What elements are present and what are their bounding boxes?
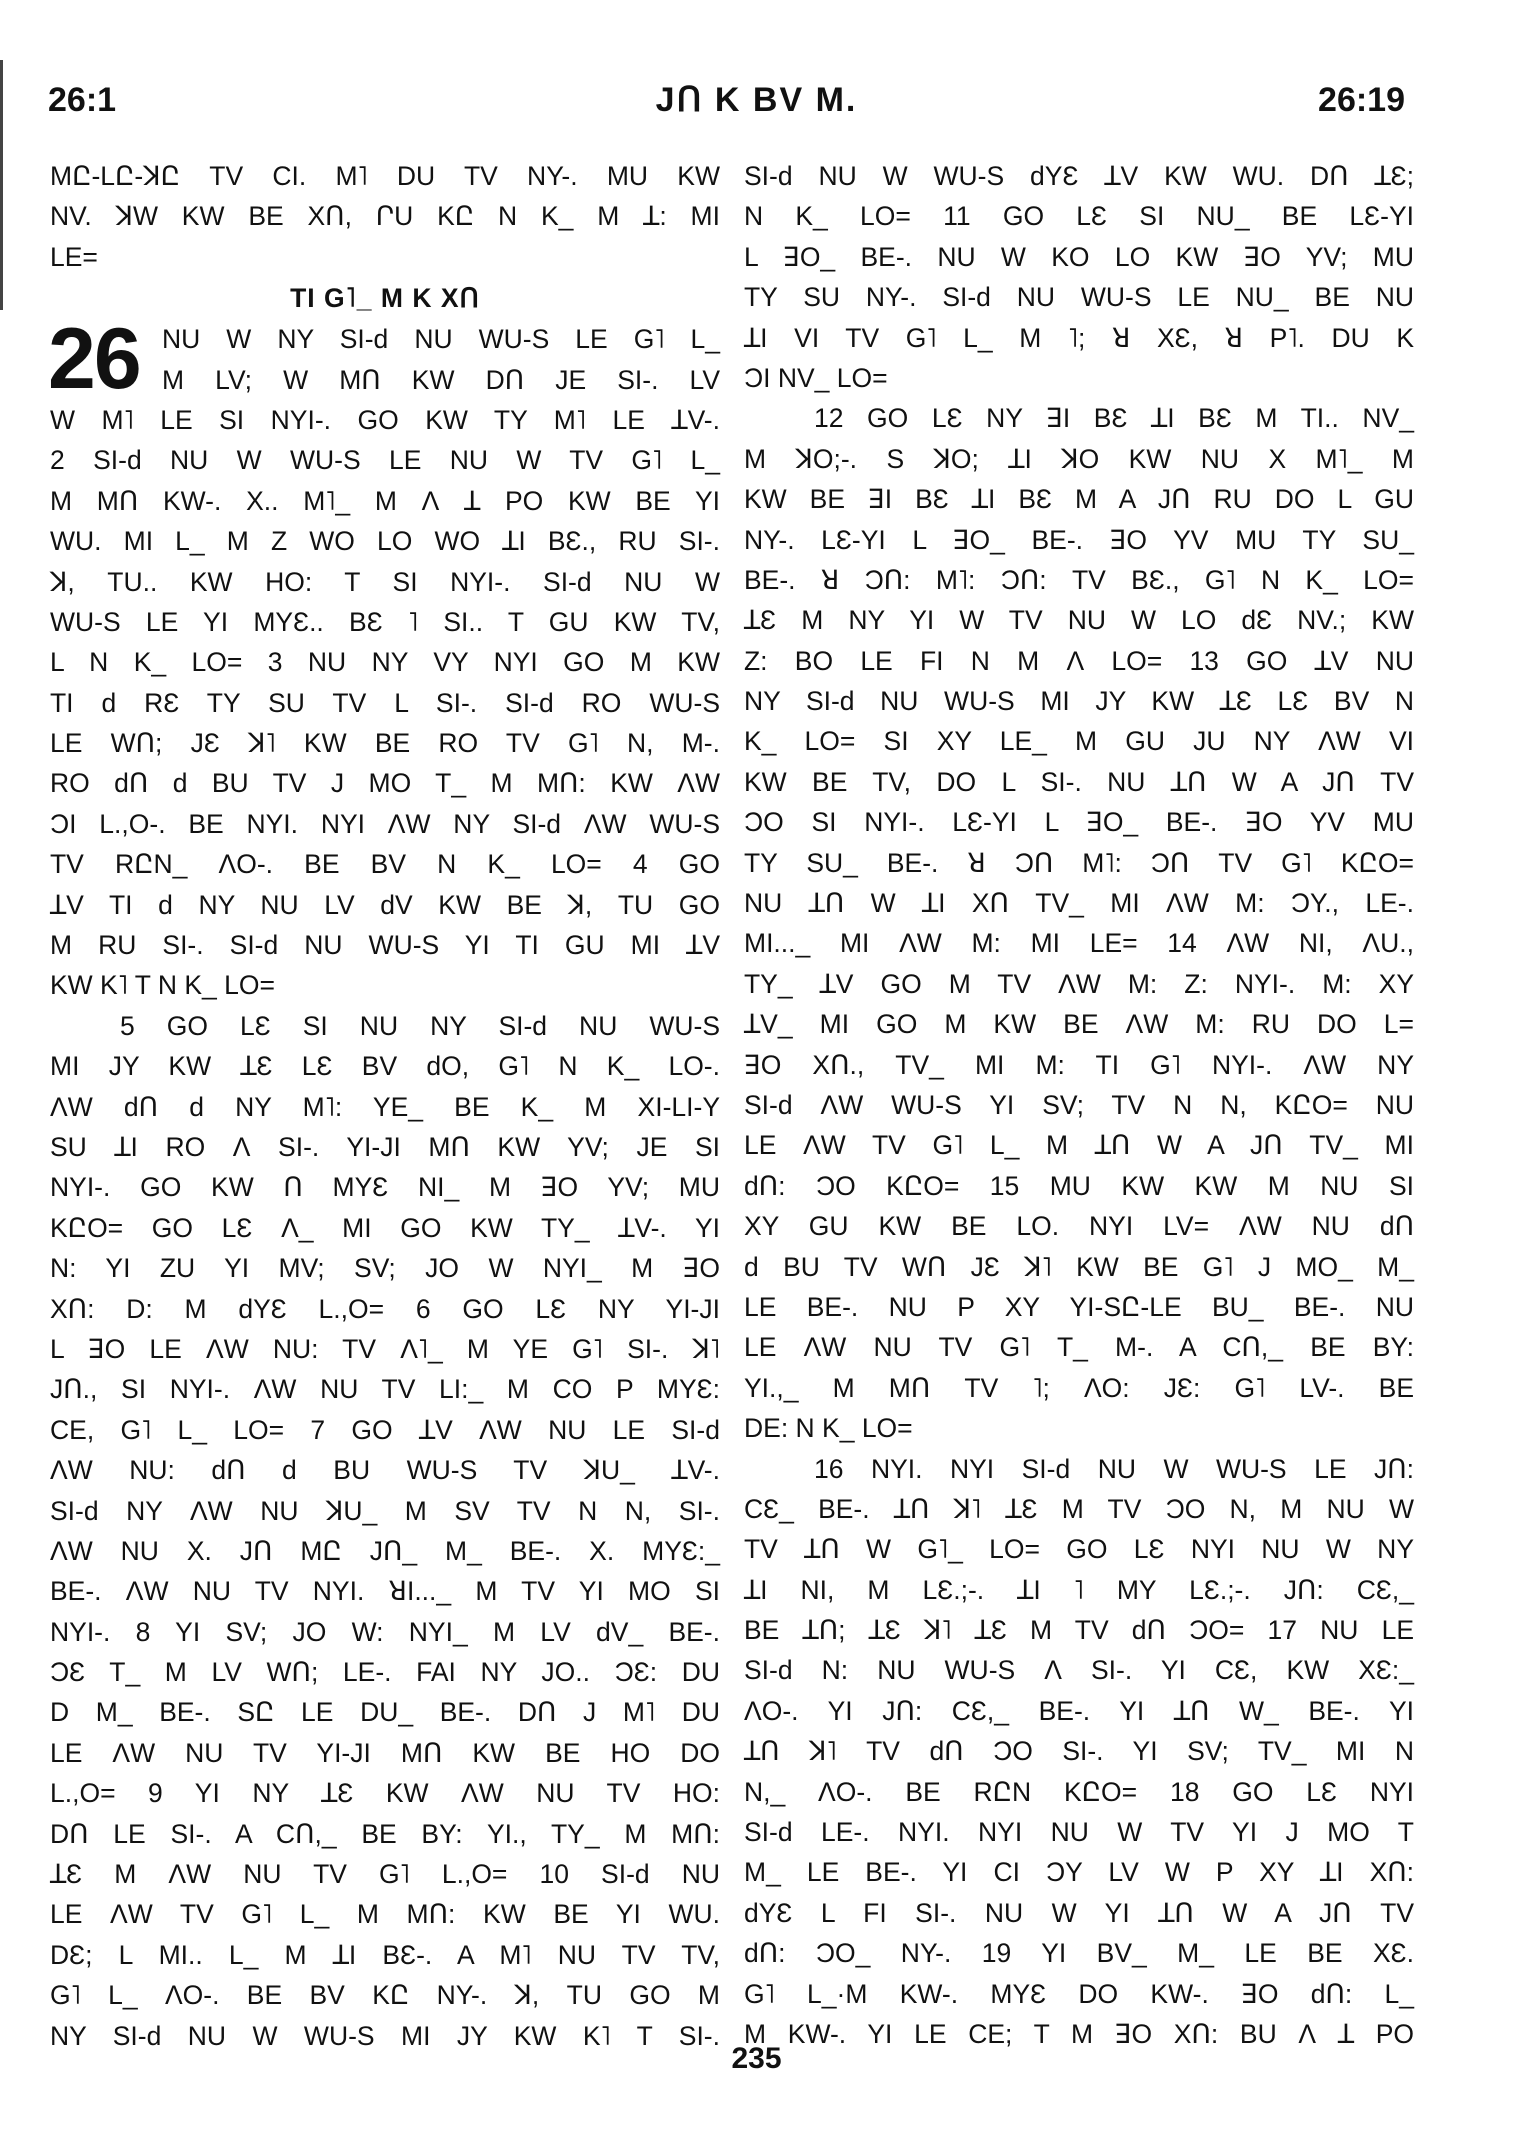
text-line: RO dՈ d BU TV J MO T_ M MՈ: KW ɅW	[50, 768, 720, 799]
page-number: 235	[731, 2042, 782, 2075]
text-line: LE WՈ; JƐ ꓘ˥ KW BE RO TV G˥ N, M-.	[50, 728, 720, 759]
text-line: ꓕƐ M NY YI W TV NU W LO dƐ NV.; KW	[744, 605, 1414, 636]
text-line: TY SU NY-. SI-d NU WU-S LE NU_ BE NU	[744, 282, 1414, 313]
text-line: ƆO SI NYI-. LƐ-YI L ꓱO_ BE-. ꓱO YV MU	[744, 807, 1414, 838]
text-line: dՈ: ƆO_ NY-. 19 YI BV_ M_ LE BE XƐ.	[744, 1938, 1414, 1969]
text-line: ꓕV TI d NY NU LV dV KW BE ꓘ, TU GO	[50, 889, 720, 920]
right-text-column	[744, 156, 1414, 2054]
text-line: dՈ: ƆO KԸO= 15 MU KW KW M NU SI	[744, 1170, 1414, 1201]
text-line: M_ LE BE-. YI CI ƆY LV W P XY ꓕI XՈ:	[744, 1857, 1414, 1888]
text-line: 16 NYI. NYI SI-d NU W WU-S LE JՈ:	[814, 1453, 1414, 1484]
text-line: DE: N K_ LO=	[744, 1413, 913, 1444]
text-line: ɅW NU X. JՈ MԸ JՈ_ M_ BE-. X. MYƐ:_	[50, 1535, 720, 1566]
text-line: NU W NY SI-d NU WU-S LE G˥ L_	[162, 324, 720, 355]
text-line: M KW-. YI LE CE; T M ꓱO XՈ: BU Ʌ ꓕ PO	[744, 2018, 1414, 2049]
text-line: KW K˥ T N K_ LO=	[50, 970, 275, 1001]
text-line: ƆƐ T_ M LV WՈ; LE-. FAI NY JO.. ƆƐ: DU	[50, 1657, 720, 1688]
text-line: 5 GO LƐ SI NU NY SI-d NU WU-S	[120, 1010, 720, 1041]
text-line: LE ɅW TV G˥ L_ M ꓕՈ W A JՈ TV_ MI	[744, 1130, 1414, 1161]
text-line: 12 GO LƐ NY ꓱI BƐ ꓕI BƐ M TI.. NV_	[814, 403, 1414, 434]
text-line: WU. MI L_ M Z WO LO WO ꓕI BƐ., RU SI-.	[50, 526, 720, 557]
text-line: N,_ ɅO-. BE RԸN KԸO= 18 GO LƐ NYI	[744, 1776, 1414, 1807]
text-line: DՈ LE SI-. A CՈ,_ BE BY: YI., TY_ M MՈ:	[50, 1818, 720, 1849]
text-line: L ꓱO LE ɅW NU: TV Ʌ˥_ M YE G˥ SI-. ꓘ˥	[50, 1333, 720, 1364]
text-line: LE ɅW TV G˥ L_ M MՈ: KW BE YI WU.	[50, 1899, 720, 1930]
text-line: ɅO-. YI JՈ: CƐ,_ BE-. YI ꓕՈ W_ BE-. YI	[744, 1695, 1414, 1726]
text-line: N K_ LO= 11 GO LƐ SI NU_ BE LƐ-YI	[744, 201, 1414, 232]
text-line: LE ɅW NU TV YI-JI MՈ KW BE HO DO	[50, 1737, 720, 1768]
text-line: 2 SI-d NU W WU-S LE NU W TV G˥ L_	[50, 445, 720, 476]
text-line: SI-d NY ɅW NU ꓘU_ M SV TV N N, SI-.	[50, 1495, 720, 1526]
text-line: NYI-. 8 YI SV; JO W: NYI_ M LV dV_ BE-.	[50, 1616, 720, 1647]
text-line: L.,O= 9 YI NY ꓕƐ KW ɅW NU TV HO:	[50, 1778, 720, 1809]
text-line: WU-S LE YI MYƐ.. BƐ ˥ SI.. T GU KW TV,	[50, 606, 720, 637]
text-line: ɅW dՈ d NY M˥: YE_ BE K_ M XI-LI-Y	[50, 1091, 720, 1122]
text-line: W M˥ LE SI NYI-. GO KW TY M˥ LE ꓕV-.	[50, 404, 720, 435]
text-line: BE-. ɅW NU TV NYI. ꓤI..._ M TV YI MO SI	[50, 1576, 720, 1607]
text-line: ꓕƐ M ɅW NU TV G˥ L.,O= 10 SI-d NU	[50, 1859, 720, 1890]
text-line: L N K_ LO= 3 NU NY VY NYI GO M KW	[50, 647, 720, 678]
text-line: TY_ ꓕV GO M TV ɅW M: Z: NYI-. M: XY	[744, 968, 1414, 999]
verse-text	[744, 156, 1414, 398]
verse-paragraph	[50, 1006, 720, 2056]
text-line: KԸO= GO LƐ Ʌ_ MI GO KW TY_ ꓕV-. YI	[50, 1212, 720, 1243]
text-line: NY SI-d NU WU-S MI JY KW ꓕƐ LƐ BV N	[744, 686, 1414, 717]
text-line: D M_ BE-. SԸ LE DU_ BE-. DՈ J M˥ DU	[50, 1697, 720, 1728]
text-line: N: YI ZU YI MV; SV; JO W NYI_ M ꓱO	[50, 1253, 720, 1284]
text-line: BE-. ꓤ ƆՈ: M˥: ƆՈ: TV BƐ., G˥ N K_ LO=	[744, 564, 1414, 595]
verse-paragraph	[744, 398, 1414, 1448]
text-line: CƐ_ BE-. ꓕՈ ꓘ˥ ꓕƐ M TV ƆO N, M NU W	[744, 1493, 1414, 1524]
text-line: TV RԸN_ ɅO-. BE BV N K_ LO= 4 GO	[50, 849, 720, 880]
text-line: KW BE ꓱI BƐ ꓕI BƐ M A JՈ RU DO L GU	[744, 484, 1414, 515]
text-line: SI-d N: NU WU-S Ʌ SI-. YI CƐ, KW XƐ:_	[744, 1655, 1414, 1686]
text-line: ƆI L.,O-. BE NYI. NYI ɅW NY SI-d ɅW WU-S	[50, 808, 720, 839]
text-line: SI-d ɅW WU-S YI SV; TV N N, KԸO= NU	[744, 1089, 1414, 1120]
chapter-number: 26	[48, 311, 140, 408]
text-line: ꓕI NI, M LƐ.;-. ꓕI ˥ MY LƐ.;-. JՈ: CƐ,_	[744, 1574, 1414, 1605]
verse-paragraph	[744, 1449, 1414, 2055]
header-book-title: JՈ K BV M.	[655, 81, 858, 119]
text-line: SI-d NU W WU-S dYƐ ꓕV KW WU. DՈ ꓕƐ;	[744, 161, 1414, 191]
text-line: K_ LO= SI XY LE_ M GU JU NY ɅW VI	[744, 726, 1414, 757]
text-line: SI-d LE-. NYI. NYI NU W TV YI J MO T	[744, 1817, 1414, 1848]
text-line: ꓕI VI TV G˥ L_ M ˥; ꓤ XƐ, ꓤ P˥. DU K	[744, 322, 1414, 353]
text-line: ƆI NV_ LO=	[744, 362, 888, 393]
text-line: LE BE-. NU P XY YI-SԸ-LE BU_ BE-. NU	[744, 1291, 1414, 1322]
text-line: LE=	[50, 241, 98, 272]
text-line: YI.,_ M MՈ TV ˥; ɅO: JƐ: G˥ LV-. BE	[744, 1372, 1414, 1403]
text-line: TY SU_ BE-. ꓤ ƆՈ M˥: ƆՈ TV G˥ KԸO=	[744, 847, 1414, 878]
text-line: M MՈ KW-. X.. M˥_ M Ʌ ꓕ PO KW BE YI	[50, 485, 720, 516]
text-line: ꓘ, TU.. KW HO: T SI NYI-. SI-d NU W	[50, 566, 720, 597]
chapter-opening	[48, 311, 720, 408]
text-line: L ꓱO_ BE-. NU W KO LO KW ꓱO YV; MU	[744, 241, 1414, 272]
text-line: M LV; W MՈ KW DՈ JE SI-. LV	[162, 364, 720, 395]
text-line: DƐ; L MI.. L_ M ꓕI BƐ-. A M˥ NU TV TV,	[50, 1939, 720, 1970]
text-line: JՈ., SI NYI-. ɅW NU TV LI:_ M CO P MYƐ:	[50, 1374, 720, 1405]
text-line: NY-. LƐ-YI L ꓱO_ BE-. ꓱO YV MU TY SU_	[744, 524, 1414, 555]
text-line: NU ꓕՈ W ꓕI XՈ TV_ MI ɅW M: ƆY., LE-.	[744, 888, 1414, 919]
header-end-reference: 26:19	[1318, 81, 1405, 119]
text-line: NYI-. GO KW Ո MYƐ NI_ M ꓱO YV; MU	[50, 1172, 720, 1203]
text-line: G˥ L_ ɅO-. BE BV KԸ NY-. ꓘ, TU GO M	[50, 1980, 720, 2011]
text-line: NY SI-d NU W WU-S MI JY KW K˥ T SI-.	[50, 2020, 720, 2051]
text-line: Z: BO LE FI N M Ʌ LO= 13 GO ꓕV NU	[744, 645, 1414, 676]
text-line: ɅW NU: dՈ d BU WU-S TV ꓘU_ ꓕV-.	[50, 1455, 720, 1486]
text-line: KW BE TV, DO L SI-. NU ꓕՈ W A JՈ TV	[744, 766, 1414, 797]
text-line: G˥ L_·M KW-. MYƐ DO KW-. ꓱO dՈ: L_	[744, 1978, 1414, 2009]
text-line: TV ꓕՈ W G˥_ LO= GO LƐ NYI NU W NY	[744, 1534, 1414, 1565]
verse-text	[50, 400, 720, 1006]
text-line: d BU TV WՈ JƐ ꓘ˥ KW BE G˥ J MO_ M_	[744, 1251, 1414, 1282]
text-line: NV. ꓘW KW BE XՈ, ՐU KԸ N K_ M ꓕ: MI	[50, 201, 720, 232]
text-line: BE ꓕՈ; ꓕƐ ꓘ˥ ꓕƐ M TV dՈ ƆO= 17 NU LE	[744, 1615, 1414, 1646]
text-line: CE, G˥ L_ LO= 7 GO ꓕV ɅW NU LE SI-d	[50, 1414, 720, 1445]
text-line: ꓱO XՈ., TV_ MI M: TI G˥ NYI-. ɅW NY	[744, 1049, 1414, 1080]
text-line: LE ɅW NU TV G˥ T_ M-. A CՈ,_ BE BY:	[744, 1332, 1414, 1363]
text-line: ꓕV_ MI GO M KW BE ɅW M: RU DO L=	[744, 1009, 1414, 1040]
left-text-column	[50, 156, 720, 2056]
text-line: MI JY KW ꓕƐ LƐ BV dO, G˥ N K_ LO-.	[50, 1051, 720, 1082]
text-line: XY GU KW BE LO. NYI LV= ɅW NU dՈ	[744, 1211, 1414, 1242]
text-line: dYƐ L FI SI-. NU W YI ꓕՈ W A JՈ TV	[744, 1897, 1414, 1928]
text-line: MI..._ MI ɅW M: MI LE= 14 ɅW NI, ɅU.,	[744, 928, 1414, 959]
text-line: SU ꓕI RO Ʌ SI-. YI-JI MՈ KW YV; JE SI	[50, 1131, 720, 1162]
section-heading: TI G˥_ M K XՈ	[290, 283, 480, 314]
text-line: ꓕՈ ꓘ˥ TV dՈ ƆO SI-. YI SV; TV_ MI N	[744, 1736, 1414, 1767]
chapter-intro-lines	[50, 156, 720, 277]
text-line: MԸ-LԸ-ꓘԸ TV CI. M˥ DU TV NY-. MU KW	[50, 161, 720, 191]
header-start-reference: 26:1	[48, 81, 117, 119]
text-line: M ꓘO;-. S ꓘO; ꓕI ꓘO KW NU X M˥_ M	[744, 443, 1414, 474]
text-line: M RU SI-. SI-d NU WU-S YI TI GU MI ꓕV	[50, 930, 720, 961]
text-line: TI d RƐ TY SU TV L SI-. SI-d RO WU-S	[50, 687, 720, 718]
text-line: XՈ: D: M dYƐ L.,O= 6 GO LƐ NY YI-JI	[50, 1293, 720, 1324]
